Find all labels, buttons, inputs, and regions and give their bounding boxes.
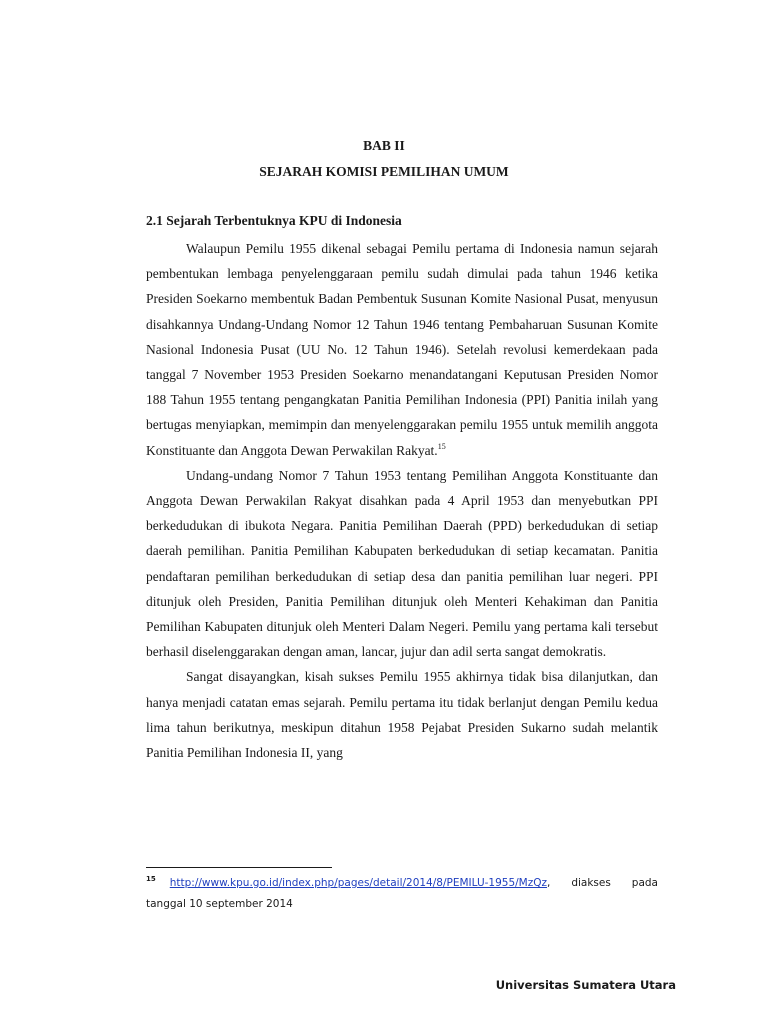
body-text [146,236,658,765]
paragraph-text: Walaupun Pemilu 1955 dikenal sebagai Pemilu pertama di Indonesia namun sejarah pembentukan lembaga penyelenggaraan pemilu sudah dimulai pada tahun 1946 ketika Presiden Soekarno membentuk Badan Pembentuk Susunan Komite Nasional Pusat, menyusun disahkannya Undang-Undang Nomor 12 Tahun 1946 tentang Pembaharuan Susunan Komite Nasional Indonesia Pusat (UU No. 12 Tahun 1946). Setelah revolusi kemerdekaan pada tanggal 7 November 1953 Presiden Soekarno menandatangani Keputusan Presiden Nomor 188 Tahun 1955 tentang pengangkatan Panitia Pemilihan Indonesia (PPI) Panitia inilah yang bertugas menyiapkan, memimpin dan menyelenggarakan pemilu 1955 untuk memilih anggota Konstituante dan Anggota Dewan Perwakilan Rakyat. [146,241,658,458]
footnote-number: 15 [146,875,156,883]
footnote-reference[interactable]: 15 [437,441,446,451]
footnote [146,873,658,915]
footer-institution: Universitas Sumatera Utara [495,978,676,992]
paragraph: Sangat disayangkan, kisah sukses Pemilu 1955 akhirnya tidak bisa dilanjutkan, dan hanya menjadi catatan emas sejarah. Pemilu pertama itu tidak berlanjut dengan Pemilu kedua lima tahun berikutnya, meskipun ditahun 1958 Pejabat Presiden Sukarno sudah melantik Panitia Pemilihan Indonesia II, yang [146,669,658,761]
footnote-divider [146,867,332,868]
footnote-link[interactable]: http://www.kpu.go.id/index.php/pages/detail/2014/8/PEMILU-1955/MzQz [169,877,548,889]
chapter-title: SEJARAH KOMISI PEMILIHAN UMUM [259,164,509,179]
chapter-label: BAB II [363,138,405,153]
footnote-text: , diakses pada tanggal 10 september 2014 [146,877,658,910]
paragraph: Undang-undang Nomor 7 Tahun 1953 tentang Pemilihan Anggota Konstituante dan Anggota Dewan Perwakilan Rakyat disahkan pada 4 April 1953 dan menyebutkan PPI berkedudukan di ibukota Negara. Panitia Pemilihan Daerah (PPD) berkedudukan di setiap daerah pemilihan. Panitia Pemilihan Kabupaten berkedudukan di setiap kecamatan. Panitia pendaftaran pemilihan berkedudukan di setiap desa dan panitia pemilihan luar negeri. PPI ditunjuk oleh Presiden, Panitia Pemilihan ditunjuk oleh Menteri Kehakiman dan Panitia Pemilihan Kabupaten ditunjuk oleh Menteri Dalam Negeri. Pemilu yang pertama kali tersebut berhasil diselenggarakan dengan aman, lancar, jujur dan adil serta sangat demokratis. [146,467,658,660]
paragraph [146,236,658,463]
section-heading: 2.1 Sejarah Terbentuknya KPU di Indonesia [146,213,402,228]
